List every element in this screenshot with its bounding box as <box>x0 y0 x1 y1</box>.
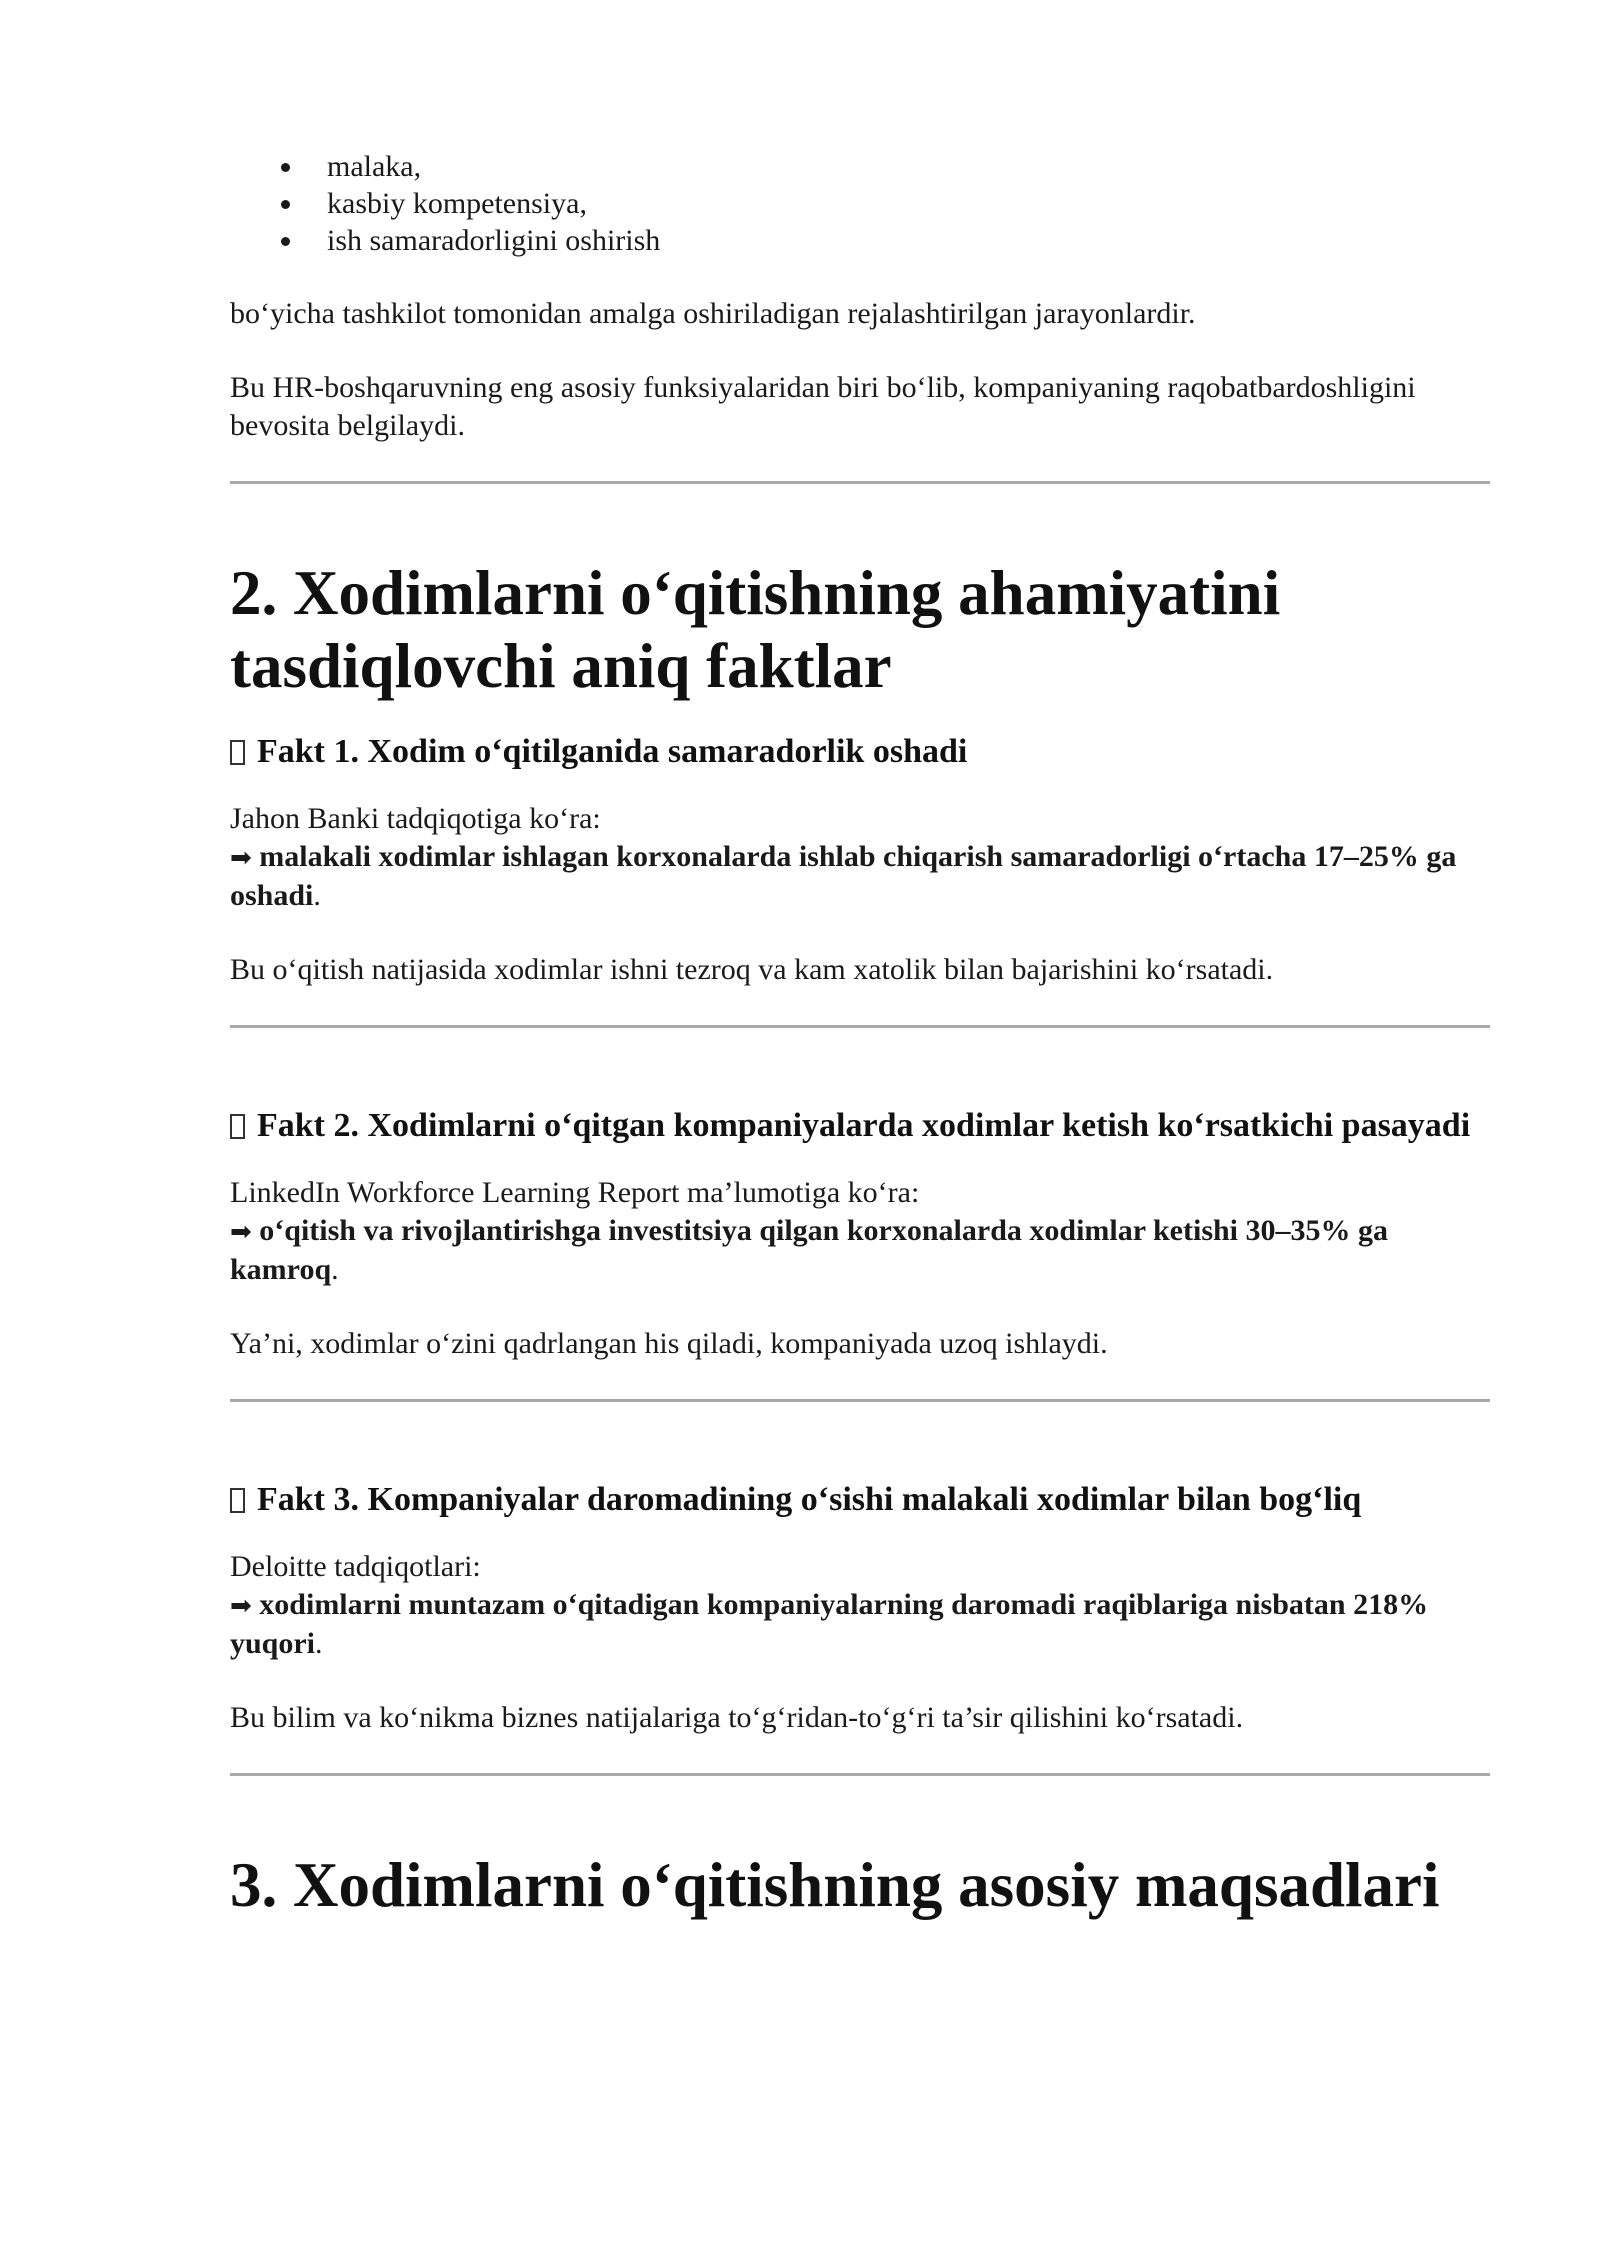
missing-glyph-icon <box>230 1488 245 1513</box>
fact-source: Jahon Banki tadqiqotiga ko‘ra: <box>230 802 601 835</box>
fact-highlight-trail: . <box>331 1253 339 1286</box>
fact-heading <box>230 729 1490 775</box>
divider <box>230 1773 1490 1776</box>
arrow-icon: ➡ <box>230 843 252 873</box>
divider <box>230 481 1490 484</box>
fact-highlight-trail: . <box>315 1627 323 1660</box>
fact-source: Deloitte tadqiqotlari: <box>230 1550 481 1583</box>
list-item: kasbiy kompetensiya, <box>230 185 1490 222</box>
fact-heading <box>230 1103 1490 1149</box>
fact-highlight-trail: . <box>313 879 321 912</box>
fact-highlight: malakali xodimlar ishlagan korxonalarda ishlab chiqarish samaradorligi o‘rtacha 17–25% ga oshadi <box>230 840 1457 912</box>
fact-conclusion: Ya’ni, xodimlar o‘zini qadrlangan his qiladi, kompaniyada uzoq ishlaydi. <box>230 1327 1108 1360</box>
fact-conclusion: Bu bilim va ko‘nikma biznes natijalariga to‘g‘ridan-to‘g‘ri ta’sir qilishini ko‘rsatadi. <box>230 1701 1244 1734</box>
fact-highlight-paragraph <box>230 1212 1490 1289</box>
fact-title: Fakt 3. Kompaniyalar daromadining o‘sishi malakali xodimlar bilan bog‘liq <box>257 1481 1362 1518</box>
fact-source: LinkedIn Workforce Learning Report ma’lumotiga ko‘ra: <box>230 1176 920 1209</box>
intro-paragraph: bo‘yicha tashkilot tomonidan amalga oshiriladigan rejalashtirilgan jarayonlardir. <box>230 297 1196 330</box>
section-heading: 3. Xodimlarni o‘qitishning asosiy maqsadlari <box>230 1850 1440 1920</box>
fact-heading <box>230 1477 1490 1523</box>
arrow-icon: ➡ <box>230 1217 252 1247</box>
section-heading: 2. Xodimlarni o‘qitishning ahamiyatini tasdiqlovchi aniq faktlar <box>230 558 1281 701</box>
divider <box>230 1025 1490 1028</box>
fact-highlight: o‘qitish va rivojlantirishga investitsiya qilgan korxonalarda xodimlar ketishi 30–35% ga kamroq <box>230 1214 1389 1286</box>
list-item: ish samaradorligini oshirish <box>230 222 1490 259</box>
fact-highlight-paragraph <box>230 838 1490 915</box>
intro-paragraph: Bu HR-boshqaruvning eng asosiy funksiyalaridan biri bo‘lib, kompaniyaning raqobatbardoshligini bevosita belgilaydi. <box>230 371 1416 442</box>
document-content <box>230 148 1490 1922</box>
missing-glyph-icon <box>230 1114 245 1139</box>
arrow-icon: ➡ <box>230 1591 252 1621</box>
fact-highlight: xodimlarni muntazam o‘qitadigan kompaniyalarning daromadi raqiblariga nisbatan 218% yuqori <box>230 1588 1429 1660</box>
list-item: malaka, <box>230 148 1490 185</box>
divider <box>230 1399 1490 1402</box>
fact-highlight-paragraph <box>230 1586 1490 1663</box>
fact-conclusion: Bu o‘qitish natijasida xodimlar ishni tezroq va kam xatolik bilan bajarishini ko‘rsatadi. <box>230 953 1274 986</box>
bullet-list <box>230 148 1490 259</box>
missing-glyph-icon <box>230 740 245 765</box>
fact-title: Fakt 2. Xodimlarni o‘qitgan kompaniyalarda xodimlar ketish ko‘rsatkichi pasayadi <box>257 1107 1471 1144</box>
fact-title: Fakt 1. Xodim o‘qitilganida samaradorlik oshadi <box>257 733 968 770</box>
